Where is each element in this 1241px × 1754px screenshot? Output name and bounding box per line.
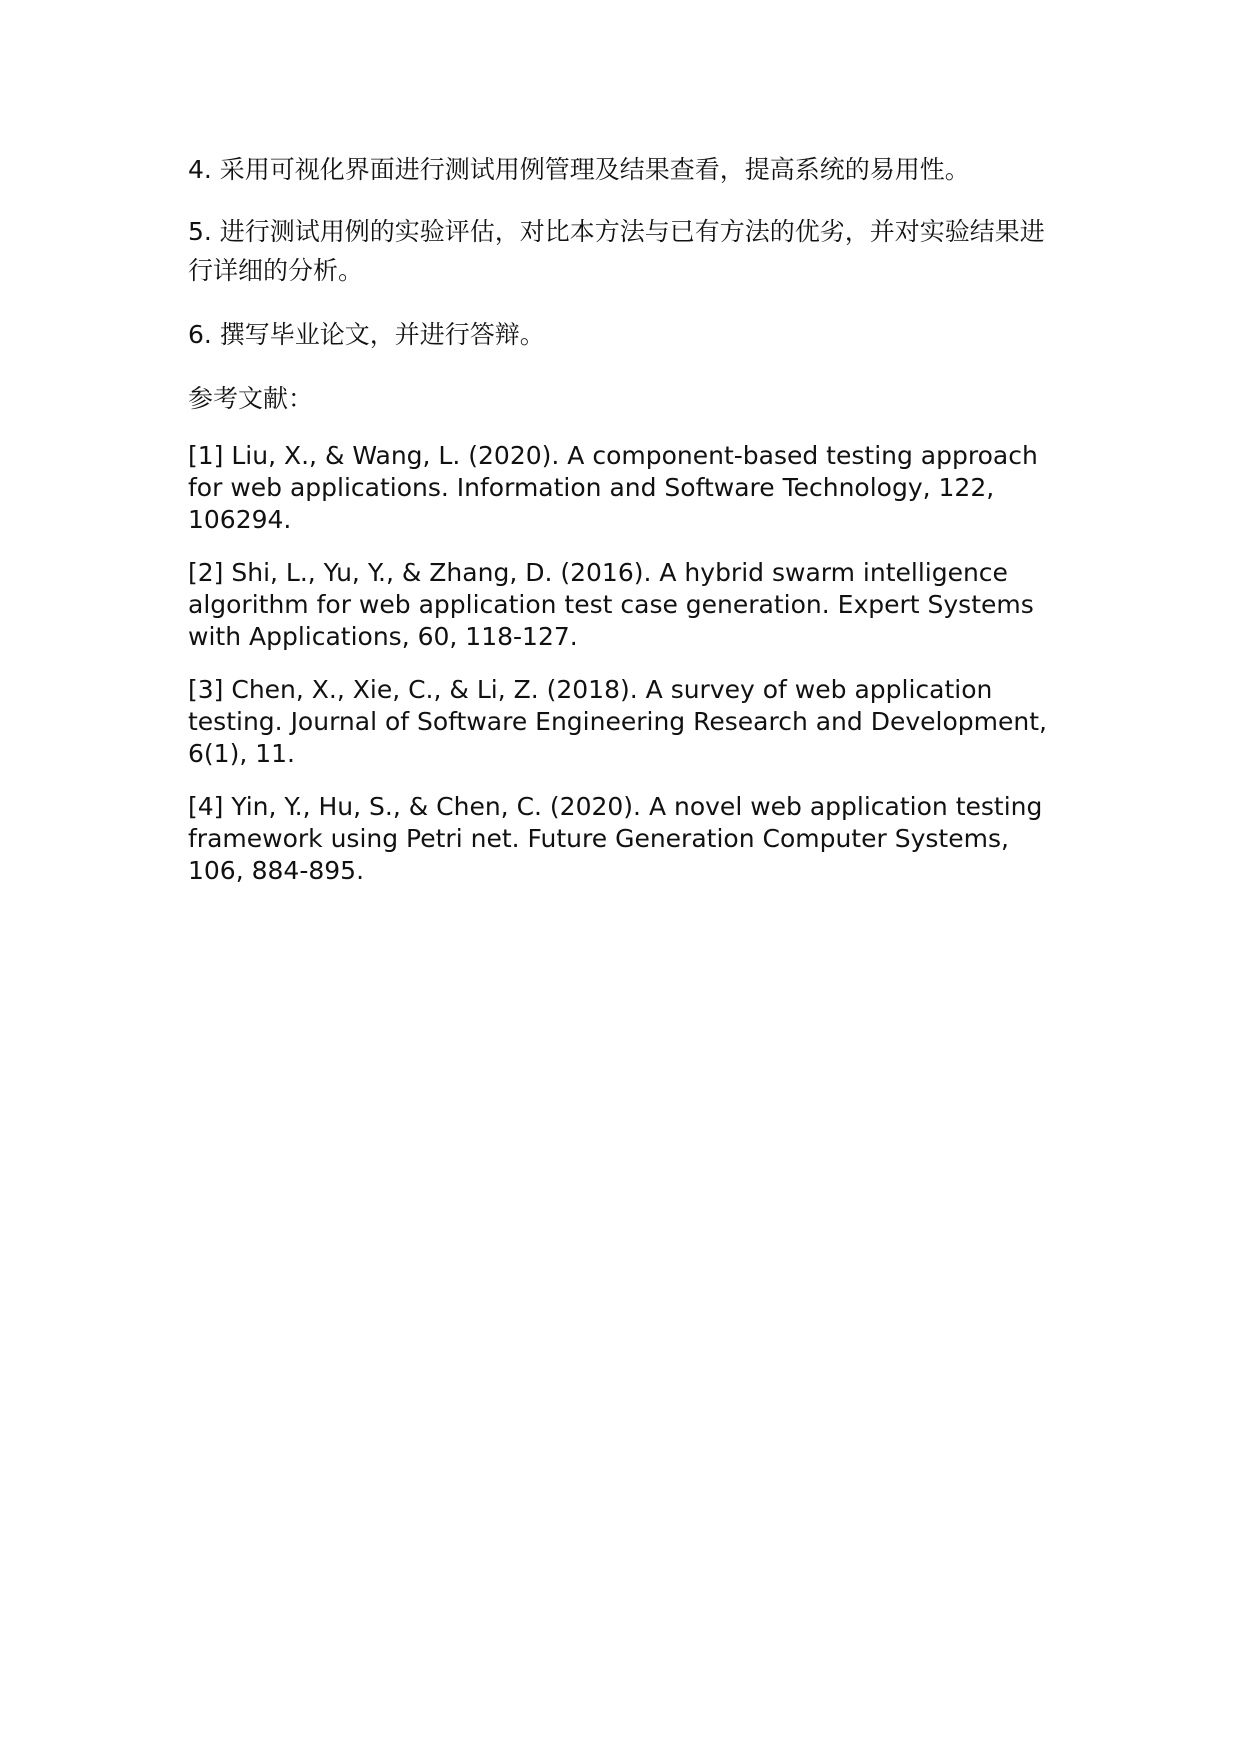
- reference-2: [2] Shi, L., Yu, Y., & Zhang, D. (2016). A hybrid swarm intelligence algorithm for web application test case generation. Expert Systems with Applications, 60, 118-127.: [188, 558, 1034, 651]
- plan-item-6: 6. 撰写毕业论文，并进行答辩。: [188, 320, 545, 349]
- reference-1: [1] Liu, X., & Wang, L. (2020). A component-based testing approach for web applications. Information and Software Technology, 122, 106294.: [188, 441, 1038, 534]
- document-body: [188, 150, 1068, 908]
- references-heading: 参考文献：: [188, 384, 314, 413]
- reference-4: [4] Yin, Y., Hu, S., & Chen, C. (2020). A novel web application testing framework using Petri net. Future Generation Computer Systems, 106, 884-895.: [188, 792, 1043, 885]
- plan-item-5: 5. 进行测试用例的实验评估，对比本方法与已有方法的优劣，并对实验结果进行详细的分析。: [188, 217, 1045, 285]
- plan-item-4: 4. 采用可视化界面进行测试用例管理及结果查看，提高系统的易用性。: [188, 155, 970, 184]
- reference-3: [3] Chen, X., Xie, C., & Li, Z. (2018). A survey of web application testing. Journal of Software Engineering Research and Development, 6(1), 11.: [188, 675, 1047, 768]
